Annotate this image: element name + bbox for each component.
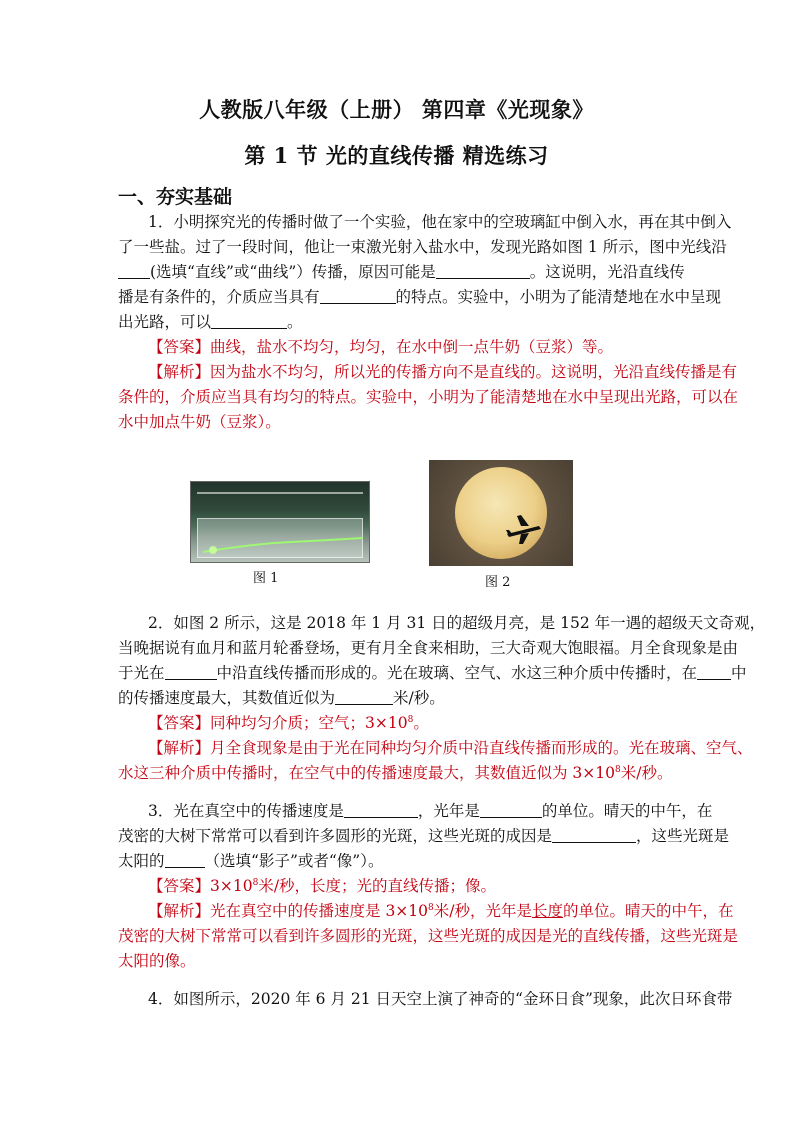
answer-blank	[436, 260, 530, 279]
q3-analysis-line: 太阳的像。	[118, 952, 196, 970]
q2-line: 2．如图 2 所示，这是 2018 年 1 月 31 日的超级月亮，是 152 年一遇的超级天文奇观，	[148, 614, 766, 632]
answer-blank	[335, 686, 393, 705]
q2-answer: 【答案】同种均匀介质；空气；$3\times 10^8$。	[148, 714, 429, 732]
q1-analysis-line: 水中加点牛奶（豆浆）。	[118, 413, 281, 431]
question-4	[118, 987, 733, 1012]
q3-answer: 【答案】$3\times 10^8$米/秒，长度；光的直线传播；像。	[148, 877, 497, 895]
answer-blank	[211, 310, 287, 329]
q2-line: 于光在 中沿直线传播而形成的。光在玻璃、空气、水这三种介质中传播时，在 中	[118, 661, 686, 686]
moon	[455, 467, 547, 559]
q2-line: 当晚据说有血月和蓝月轮番登场，更有月全食来相助，三大奇观大饱眼福。月全食现象是由	[118, 639, 739, 657]
q2-analysis: 【解析】月全食现象是由于光在同种均匀介质中沿直线传播而形成的。光在玻璃、空气、	[148, 739, 753, 757]
answer-blank	[552, 824, 636, 843]
answer-blank	[165, 849, 205, 868]
figure-2-image	[429, 460, 573, 566]
q1-line: 1．小明探究光的传播时做了一个实验，他在家中的空玻璃缸中倒入水，再在其中倒入	[148, 213, 732, 231]
q1-analysis-line: 条件的，介质应当具有均匀的特点。实验中，小明为了能清楚地在水中呈现出光路，可以在	[118, 388, 739, 406]
q1-line: 播是有条件的，介质应当具有 的特点。实验中，小明为了能清楚地在水中呈现	[118, 285, 686, 310]
question-3	[118, 799, 739, 974]
laser-path	[191, 482, 369, 562]
section-heading: 一、夯实基础	[118, 186, 233, 208]
q1-answer: 【答案】曲线，盐水不均匀，均匀，在水中倒一点牛奶（豆浆）等。	[148, 338, 614, 356]
question-1	[118, 210, 739, 435]
q4-line: 4．如图所示，2020 年 6 月 21 日天空上演了神奇的“金环日食”现象，此次日环食带	[148, 990, 733, 1008]
figure-1-image	[190, 481, 370, 563]
question-2	[118, 611, 766, 786]
answer-blank	[118, 260, 150, 279]
q1-line: 出光路，可以 。	[118, 310, 686, 335]
page-subtitle: 第 1 节 光的直线传播 精选练习	[244, 143, 549, 168]
figure-2-caption: 图 2	[485, 575, 511, 590]
q2-analysis-line: 水这三种介质中传播时，在空气中的传播速度最大，其数值近似为 $3\times 10^8$米/秒。	[118, 764, 673, 782]
q3-analysis-line: 茂密的大树下常常可以看到许多圆形的光斑，这些光斑的成因是光的直线传播，这些光斑是	[118, 927, 739, 945]
answer-blank	[344, 799, 418, 818]
q3-line: 茂密的大树下常常可以看到许多圆形的光斑，这些光斑的成因是 ，这些光斑是	[118, 824, 686, 849]
q3-analysis: 【解析】光在真空中的传播速度是 $3\times 10^8$米/秒，光年是长度的单位。晴天的中午，在	[148, 902, 734, 920]
answer-blank	[697, 661, 731, 680]
answer-blank	[480, 799, 542, 818]
answer-blank	[320, 285, 396, 304]
q3-line: 太阳的 （选填“影子”或者“像”）。	[118, 849, 686, 874]
q1-analysis: 【解析】因为盐水不均匀，所以光的传播方向不是直线的。这说明，光沿直线传播是有	[148, 363, 738, 381]
q3-line: 3．光在真空中的传播速度是 ，光年是 的单位。晴天的中午，在	[118, 799, 686, 824]
page-title: 人教版八年级（上册） 第四章《光现象》	[199, 97, 594, 122]
figure-1-caption: 图 1	[253, 571, 279, 586]
q1-line: 了一些盐。过了一段时间，他让一束激光射入盐水中，发现光路如图 1 所示，图中光线沿	[118, 238, 727, 256]
q1-line: (选填“直线”或“曲线”）传播，原因可能是 。这说明，光沿直线传	[118, 260, 686, 285]
q2-line: 的传播速度最大，其数值近似为 米/秒。	[118, 686, 686, 711]
answer-blank	[165, 661, 217, 680]
